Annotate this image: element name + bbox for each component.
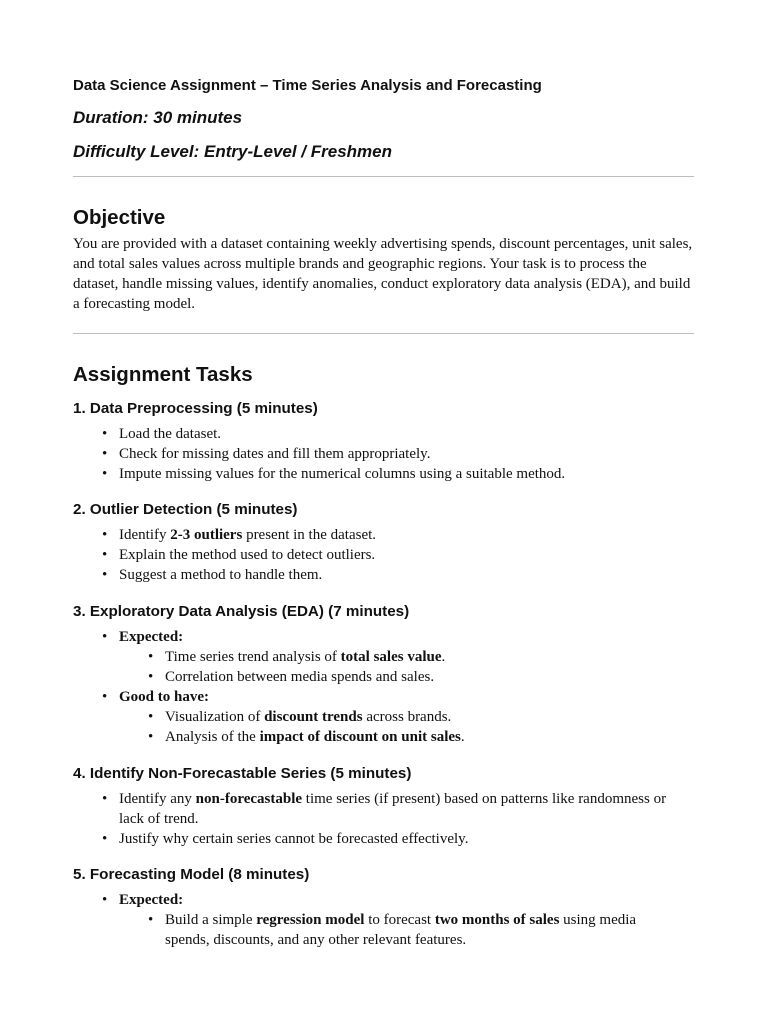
expected-sublist (119, 910, 660, 950)
list-item: • Load the dataset. (100, 424, 700, 444)
list-item: • Visualization of discount trends across brands. (146, 707, 700, 727)
list-item (100, 627, 700, 687)
list-item: • Impute missing values for the numerical columns using a suitable method. (100, 464, 700, 484)
list-item: • Identify 2-3 outliers present in the dataset. (100, 525, 700, 545)
list-item: • Explain the method used to detect outliers. (100, 545, 700, 565)
list-item: • Correlation between media spends and sales. (146, 667, 700, 687)
good-to-have-label: Good to have: (119, 689, 209, 705)
list-item: • Check for missing dates and fill them appropriately. (100, 444, 700, 464)
good-to-have-sublist (119, 707, 700, 747)
list-item: • Build a simple regression model to forecast two months of sales using media spends, discounts, and any other relevant features. (146, 910, 660, 950)
expected-label: Expected: (119, 892, 184, 908)
task-4-list (100, 789, 690, 849)
task-4-heading: 4. Identify Non-Forecastable Series (5 minutes) (73, 765, 412, 782)
list-item: • Time series trend analysis of total sales value. (146, 647, 700, 667)
divider (73, 333, 694, 334)
objective-heading: Objective (73, 206, 166, 229)
list-item (100, 890, 660, 950)
objective-paragraph: You are provided with a dataset containing weekly advertising spends, discount percentages, unit sales, and total sales values across multiple brands and geographic regions. Your task is to process the dataset, handle missing values, identify anomalies, conduct exploratory data analysis (EDA), and build a forecasting model. (73, 236, 693, 312)
list-item: • Suggest a method to handle them. (100, 565, 700, 585)
duration-label: Duration: 30 minutes (73, 108, 243, 127)
expected-label: Expected: (119, 629, 184, 645)
task-3-heading: 3. Exploratory Data Analysis (EDA) (7 minutes) (73, 603, 410, 620)
task-1-heading: 1. Data Preprocessing (5 minutes) (73, 400, 318, 417)
divider (73, 176, 694, 177)
task-3-list (100, 627, 700, 747)
list-item (100, 687, 700, 747)
expected-sublist (119, 647, 700, 687)
task-5-heading: 5. Forecasting Model (8 minutes) (73, 866, 310, 883)
tasks-heading: Assignment Tasks (73, 363, 253, 386)
list-item: • Justify why certain series cannot be forecasted effectively. (100, 829, 690, 849)
task-2-list (100, 525, 700, 585)
difficulty-label: Difficulty Level: Entry-Level / Freshmen (73, 142, 392, 161)
task-2-heading: 2. Outlier Detection (5 minutes) (73, 501, 298, 518)
task-1-list (100, 424, 700, 484)
list-item: • Analysis of the impact of discount on unit sales. (146, 727, 700, 747)
list-item: • Identify any non-forecastable time series (if present) based on patterns like randomness or lack of trend. (100, 789, 690, 829)
task-5-list (100, 890, 660, 950)
document-title: Data Science Assignment – Time Series Analysis and Forecasting (73, 77, 542, 94)
